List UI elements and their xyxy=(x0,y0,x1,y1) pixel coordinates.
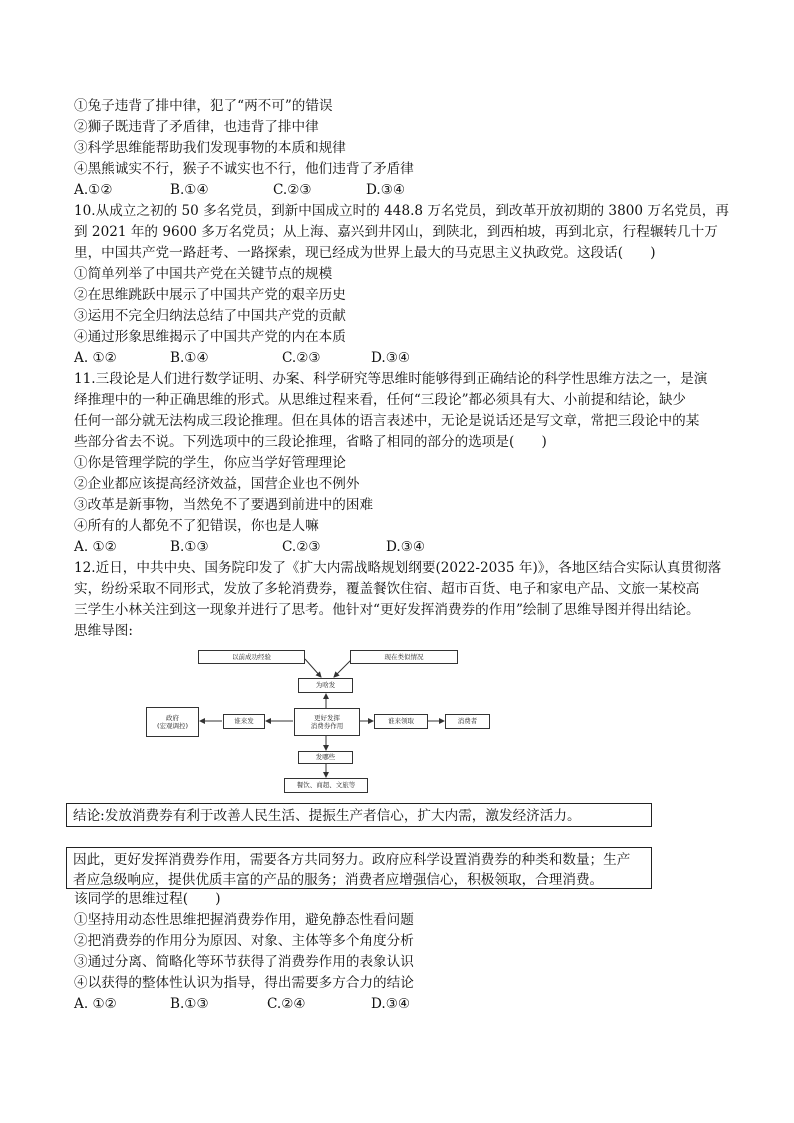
q11-option-1: ①你是管理学院的学生，你应当学好管理理论 xyxy=(74,455,346,471)
mindmap-node-current-situation: 现在类似情况 xyxy=(350,650,458,664)
q11-stem-line-1: 11.三段论是人们进行数学证明、办案、科学研究等思维时能够得到正确结论的科学性思维方法之一，是演 xyxy=(74,371,708,387)
mindmap-node-consumer: 消费者 xyxy=(445,714,490,729)
q9-choice-a[interactable]: A.①② xyxy=(74,182,113,198)
q12-option-3: ③通过分离、简略化等环节获得了消费券作用的表象认识 xyxy=(74,954,414,970)
conclusion-detail-line-2: 者应急级响应，提供优质丰富的产品的服务；消费者应增强信心，积极领取，合理消费。 xyxy=(73,872,604,888)
q9-choice-c[interactable]: C.②③ xyxy=(273,182,312,198)
q12-choice-c[interactable]: C.②④ xyxy=(267,996,306,1012)
q12-choice-b[interactable]: B.①③ xyxy=(170,996,209,1012)
mindmap-node-who-issues: 谁来发 xyxy=(223,714,265,729)
mindmap-node-what-to-issue: 发哪些 xyxy=(298,751,353,764)
q11-stem-line-4: 些部分省去不说。下列选项中的三段论推理，省略了相同的部分的选项是( ) xyxy=(74,434,547,450)
q10-option-3: ③运用不完全归纳法总结了中国共产党的贡献 xyxy=(74,308,346,324)
q12-option-1: ①坚持用动态性思维把握消费券作用，避免静态性看问题 xyxy=(74,912,414,928)
q12-option-2: ②把消费券的作用分为原因、对象、主体等多个角度分析 xyxy=(74,933,414,949)
conclusion-detail-line-1: 因此，更好发挥消费券作用，需要各方共同努力。政府应科学设置消费券的种类和数量；生产 xyxy=(73,852,631,868)
q11-option-3: ③改革是新事物，当然免不了要遇到前进中的困难 xyxy=(74,497,374,513)
q10-option-1: ①简单列举了中国共产党在关键节点的规模 xyxy=(74,266,333,282)
conclusion-box xyxy=(66,803,652,827)
mindmap-node-government: 政府 (宏观调控) xyxy=(146,707,199,737)
q10-stem-line-1: 10.从成立之初的 50 多名党员，到新中国成立时的 448.8 万名党员，到改革开放初期的 3800 万名党员，再 xyxy=(74,203,729,219)
q10-choice-c[interactable]: C.②③ xyxy=(282,350,321,366)
q11-choice-c[interactable]: C.②③ xyxy=(282,539,321,555)
mindmap-node-categories: 餐饮、商超、文旅等 xyxy=(284,778,368,793)
q12-stem-line-1: 12.近日，中共中央、国务院印发了《扩大内需战略规划纲要(2022-2035 年)》，各地区结合实际认真贯彻落 xyxy=(74,560,722,576)
q10-choice-d[interactable]: D.③④ xyxy=(371,350,411,366)
q12-stem-line-4: 思维导图: xyxy=(74,623,133,639)
mindmap-node-why-issue: 为啥发 xyxy=(298,678,353,693)
q11-option-4: ④所有的人都免不了犯错误，你也是人嘛 xyxy=(74,518,319,534)
q11-stem-line-3: 任何一部分就无法构成三段论推理。但在具体的语言表述中，无论是说话还是写文章，常把三段论中的某 xyxy=(74,413,700,429)
mindmap-node-past-experience: 以前成功经验 xyxy=(198,650,305,664)
q9-option-1: ①兔子违背了排中律，犯了“两不可”的错误 xyxy=(74,98,333,114)
q11-option-2: ②企业都应该提高经济效益，国营企业也不例外 xyxy=(74,476,360,492)
q10-choice-a[interactable]: A. ①② xyxy=(74,350,117,366)
q10-choice-b[interactable]: B.①④ xyxy=(170,350,209,366)
q11-stem-line-2: 绎推理中的一种正确思维的形式。从思维过程来看，任何“三段论”都必须具有大、小前提和结论，缺少 xyxy=(74,392,687,408)
q12-ask: 该同学的思维过程( ) xyxy=(74,891,221,907)
q10-option-4: ④通过形象思维揭示了中国共产党的内在本质 xyxy=(74,329,346,345)
q12-choice-a[interactable]: A. ①② xyxy=(74,996,117,1012)
q12-stem-line-2: 实，纷纷采取不同形式，发放了多轮消费券，覆盖餐饮住宿、超市百货、电子和家电产品、文旅一某校高 xyxy=(74,581,700,597)
mindmap-node-center: 更好发挥 消费券作用 xyxy=(294,708,360,736)
q11-choice-a[interactable]: A. ①② xyxy=(74,539,117,555)
q9-choice-b[interactable]: B.①④ xyxy=(170,182,209,198)
mindmap-node-who-claims: 谁来领取 xyxy=(374,714,428,729)
q11-choice-d[interactable]: D.③④ xyxy=(386,539,426,555)
q9-choice-d[interactable]: D.③④ xyxy=(366,182,406,198)
q12-choice-d[interactable]: D.③④ xyxy=(371,996,411,1012)
q10-option-2: ②在思维跳跃中展示了中国共产党的艰辛历史 xyxy=(74,287,346,303)
q11-choice-b[interactable]: B.①③ xyxy=(170,539,209,555)
q10-stem-line-3: 里，中国共产党一路赶考、一路探索，现已经成为世界上最大的马克思主义执政党。这段话( ) xyxy=(74,245,656,261)
q9-option-2: ②狮子既违背了矛盾律，也违背了排中律 xyxy=(74,119,319,135)
conclusion-detail-box xyxy=(66,847,652,889)
conclusion-text: 结论:发放消费券有利于改善人民生活、提振生产者信心，扩大内需，激发经济活力。 xyxy=(73,808,581,824)
q12-stem-line-3: 三学生小林关注到这一现象并进行了思考。他针对“更好发挥消费券的作用”绘制了思维导图并得出结论。 xyxy=(74,602,700,618)
q10-stem-line-2: 到 2021 年的 9600 多万名党员；从上海、嘉兴到井冈山，到陕北，到西柏坡，再到北京，行程辗转几十万 xyxy=(74,224,718,240)
q9-option-4: ④黑熊诚实不行，猴子不诚实也不行，他们违背了矛盾律 xyxy=(74,161,414,177)
q12-option-4: ④以获得的整体性认识为指导，得出需要多方合力的结论 xyxy=(74,975,414,991)
q9-option-3: ③科学思维能帮助我们发现事物的本质和规律 xyxy=(74,140,346,156)
